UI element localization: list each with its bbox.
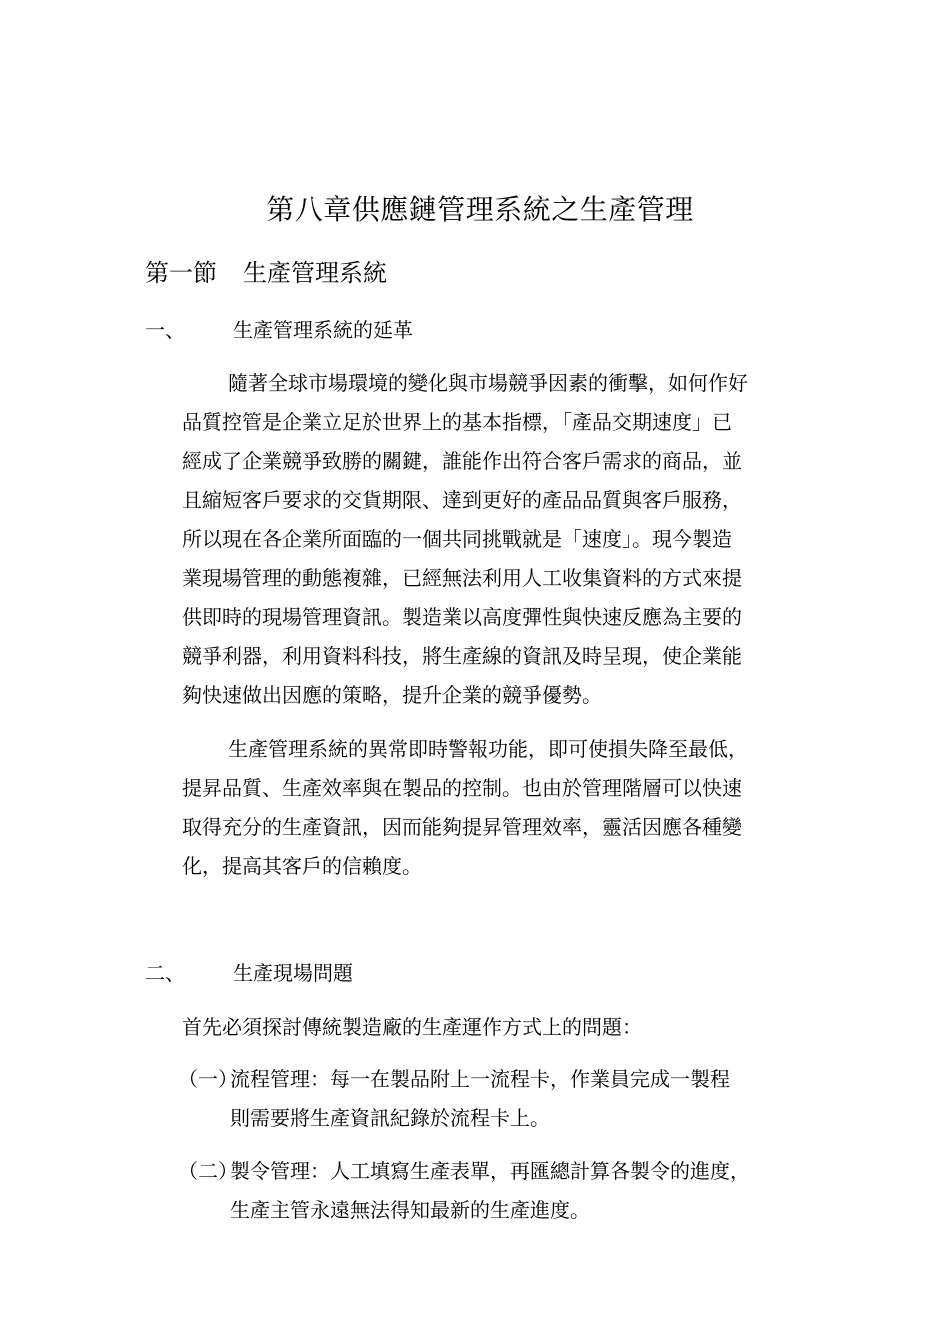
subheading-2-number: 二、 xyxy=(145,961,185,985)
list-item-continuation: 則需要將生產資訊紀錄於流程卡上。 xyxy=(230,1106,550,1130)
list-item-text: 流程管理：每一在製品附上一流程卡，作業員完成一製程 xyxy=(230,1067,730,1091)
chapter-title: 第八章供應鏈管理系統之生產管理 xyxy=(266,193,694,226)
section-title: 生產管理系統 xyxy=(243,259,387,287)
section-heading xyxy=(145,256,387,290)
paragraph-2 xyxy=(182,730,812,886)
paragraph-2-line: 生產管理系統的異常即時警報功能，即可使損失降至最低， xyxy=(228,737,748,761)
paragraph-1-line: 競爭利器，利用資料科技，將生產線的資訊及時呈現，使企業能 xyxy=(182,644,742,668)
paragraph-1-line: 品質控管是企業立足於世界上的基本指標，「產品交期速度」已 xyxy=(182,410,732,434)
paragraph-1-line: 業現場管理的動態複雜，已經無法利用人工收集資料的方式來提 xyxy=(182,566,742,590)
paragraph-1-line: 且縮短客戶要求的交貨期限、達到更好的產品品質與客戶服務， xyxy=(182,488,742,512)
paragraph-2-line: 提昇品質、生產效率與在製品的控制。也由於管理階層可以快速 xyxy=(182,776,742,800)
paragraph-1-line: 供即時的現場管理資訊。製造業以高度彈性與快速反應為主要的 xyxy=(182,605,742,629)
list-item-text: 製令管理：人工填寫生產表單，再匯總計算各製令的進度， xyxy=(230,1159,750,1183)
subheading-2-title: 生產現場問題 xyxy=(233,961,353,985)
paragraph-1-line: 所以現在各企業所面臨的一個共同挑戰就是「速度」。現今製造 xyxy=(182,527,732,551)
paragraph-2-line: 取得充分的生產資訊，因而能夠提昇管理效率，靈活因應各種變 xyxy=(182,815,742,839)
list-item-marker: （一） xyxy=(178,1067,238,1091)
list-item-continuation: 生產主管永遠無法得知最新的生產進度。 xyxy=(230,1198,590,1222)
subheading-1 xyxy=(145,315,413,345)
paragraph-1-line: 夠快速做出因應的策略，提升企業的競爭優勢。 xyxy=(182,683,602,707)
subheading-1-title: 生產管理系統的延革 xyxy=(233,318,413,342)
paragraph-1-line: 隨著全球市場環境的變化與市場競爭因素的衝擊，如何作好 xyxy=(228,371,748,395)
subheading-2 xyxy=(145,958,353,988)
section-label: 第一節 xyxy=(145,259,217,287)
list-item-marker: （二） xyxy=(178,1159,238,1183)
paragraph-2-line: 化，提高其客戶的信賴度。 xyxy=(182,854,422,878)
list-item xyxy=(178,1060,828,1138)
paragraph-1 xyxy=(182,364,812,715)
paragraph-1-line: 經成了企業競爭致勝的關鍵，誰能作出符合客戶需求的商品，並 xyxy=(182,449,742,473)
list-item xyxy=(178,1152,828,1230)
subheading-1-number: 一、 xyxy=(145,318,185,342)
intro-text: 首先必須探討傳統製造廠的生產運作方式上的問題： xyxy=(182,1015,642,1039)
